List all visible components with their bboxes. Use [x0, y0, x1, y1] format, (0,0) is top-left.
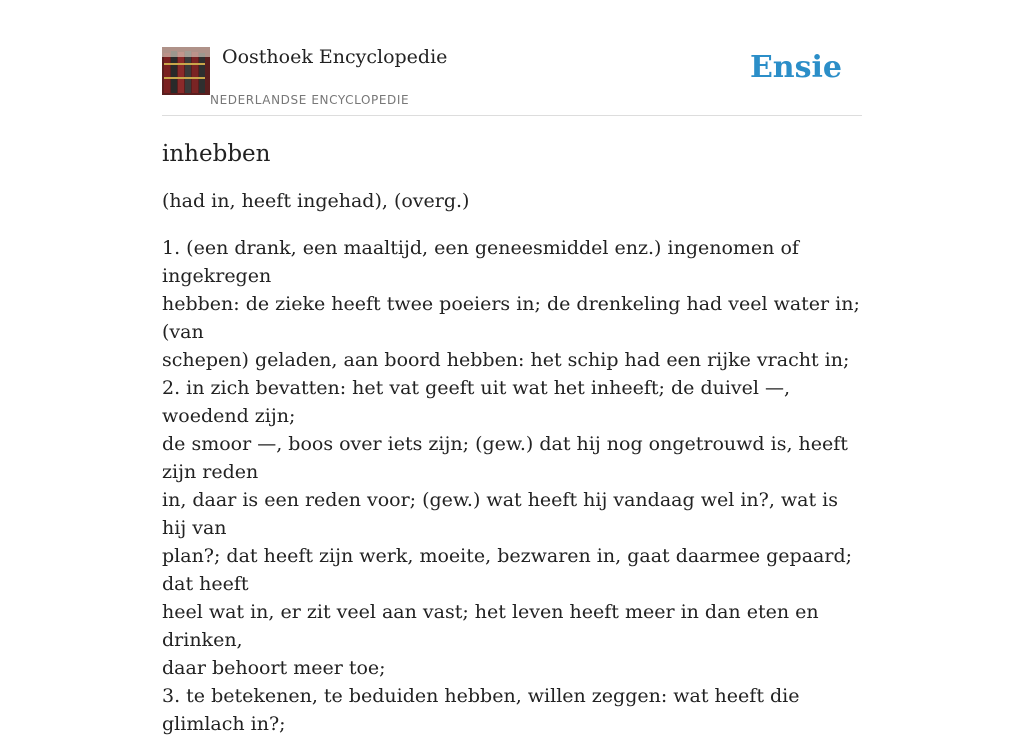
definition-line: 3. te betekenen, te beduiden hebben, willen zeggen: wat heeft die glimlach in?; — [162, 685, 800, 735]
encyclopedia-books-icon[interactable] — [162, 47, 210, 95]
definition-line: de smoor —, boos over iets zijn; (gew.) dat hij nog ongetrouwd is, heeft zijn reden — [162, 433, 848, 483]
site-title-link[interactable]: Oosthoek Encyclopedie — [222, 46, 448, 68]
grammar-info: (had in, heeft ingehad), (overg.) — [162, 190, 470, 212]
definition-line: 2. in zich bevatten: het vat geeft uit wat het inheeft; de duivel —, woedend zijn; — [162, 377, 791, 427]
definition-line: plan?; dat heeft zijn werk, moeite, bezwaren in, gaat daarmee gepaard; dat heeft — [162, 545, 853, 595]
definition-line: 1. (een drank, een maaltijd, een geneesmiddel enz.) ingenomen of ingekregen — [162, 237, 799, 287]
ensie-logo-link[interactable]: Ensie — [749, 50, 842, 85]
definition-line: heel wat in, er zit veel aan vast; het leven heeft meer in dan eten en drinken, — [162, 601, 819, 651]
definition-line: in, daar is een reden voor; (gew.) wat heeft hij vandaag wel in?, wat is hij van — [162, 489, 838, 539]
definition-line: schepen) geladen, aan boord hebben: het schip had een rijke vracht in; — [162, 349, 850, 371]
page-title: inhebben — [162, 141, 271, 167]
article — [162, 136, 862, 738]
definition-line: daar behoort meer toe; — [162, 657, 386, 679]
definition-text — [162, 234, 862, 738]
site-header — [162, 0, 862, 116]
definition-line: hebben: de zieke heeft twee poeiers in; de drenkeling had veel water in; (van — [162, 293, 860, 343]
site-subtitle: NEDERLANDSE ENCYCLOPEDIE — [210, 93, 410, 107]
